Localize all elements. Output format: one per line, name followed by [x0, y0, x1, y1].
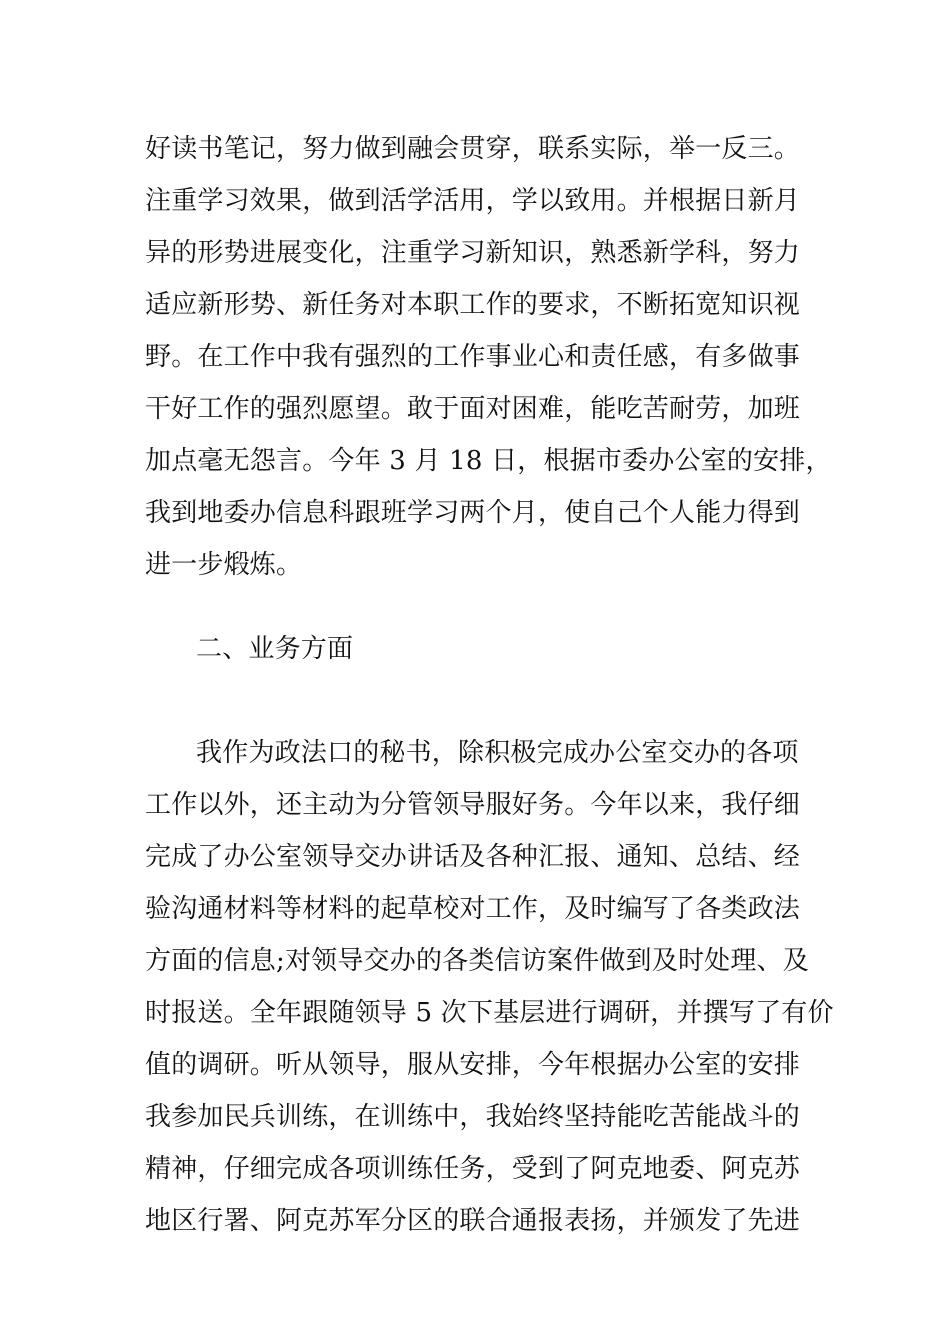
text-line: 值的调研。听从领导，服从安排，今年根据办公室的安排	[145, 1050, 801, 1080]
text-line: 方面的信息;对领导交办的各类信访案件做到及时处理、及	[145, 946, 809, 976]
text-line: 完成了办公室领导交办讲话及各种汇报、通知、总结、经	[145, 842, 801, 872]
text-line: 野。在工作中我有强烈的工作事业心和责任感，有多做事	[145, 342, 801, 372]
text-line: 注重学习效果，做到活学活用，学以致用。并根据日新月	[145, 186, 801, 216]
text-line: 我到地委办信息科跟班学习两个月，使自己个人能力得到	[145, 498, 801, 528]
text-line: 时报送。全年跟随领导 5 次下基层进行调研，并撰写了有价	[145, 998, 834, 1028]
text-line: 好读书笔记，努力做到融会贯穿，联系实际，举一反三。	[145, 134, 801, 164]
text-line: 适应新形势、新任务对本职工作的要求，不断拓宽知识视	[145, 290, 801, 320]
section-heading: 二、业务方面	[196, 634, 354, 664]
text-line: 我作为政法口的秘书，除积极完成办公室交办的各项	[196, 738, 799, 768]
text-line: 加点毫无怨言。今年 3 月 18 日，根据市委办公室的安排，	[145, 446, 832, 476]
text-line: 验沟通材料等材料的起草校对工作，及时编写了各类政法	[145, 894, 801, 924]
text-line: 我参加民兵训练，在训练中，我始终坚持能吃苦能战斗的	[145, 1102, 801, 1132]
text-line: 工作以外，还主动为分管领导服好务。今年以来，我仔细	[145, 790, 801, 820]
text-line: 干好工作的强烈愿望。敢于面对困难，能吃苦耐劳，加班	[145, 394, 801, 424]
text-line: 异的形势进展变化，注重学习新知识，熟悉新学科，努力	[145, 238, 801, 268]
text-line: 地区行署、阿克苏军分区的联合通报表扬，并颁发了先进	[145, 1206, 801, 1236]
text-line: 精神，仔细完成各项训练任务，受到了阿克地委、阿克苏	[145, 1154, 801, 1184]
text-line: 进一步煅炼。	[145, 550, 303, 580]
